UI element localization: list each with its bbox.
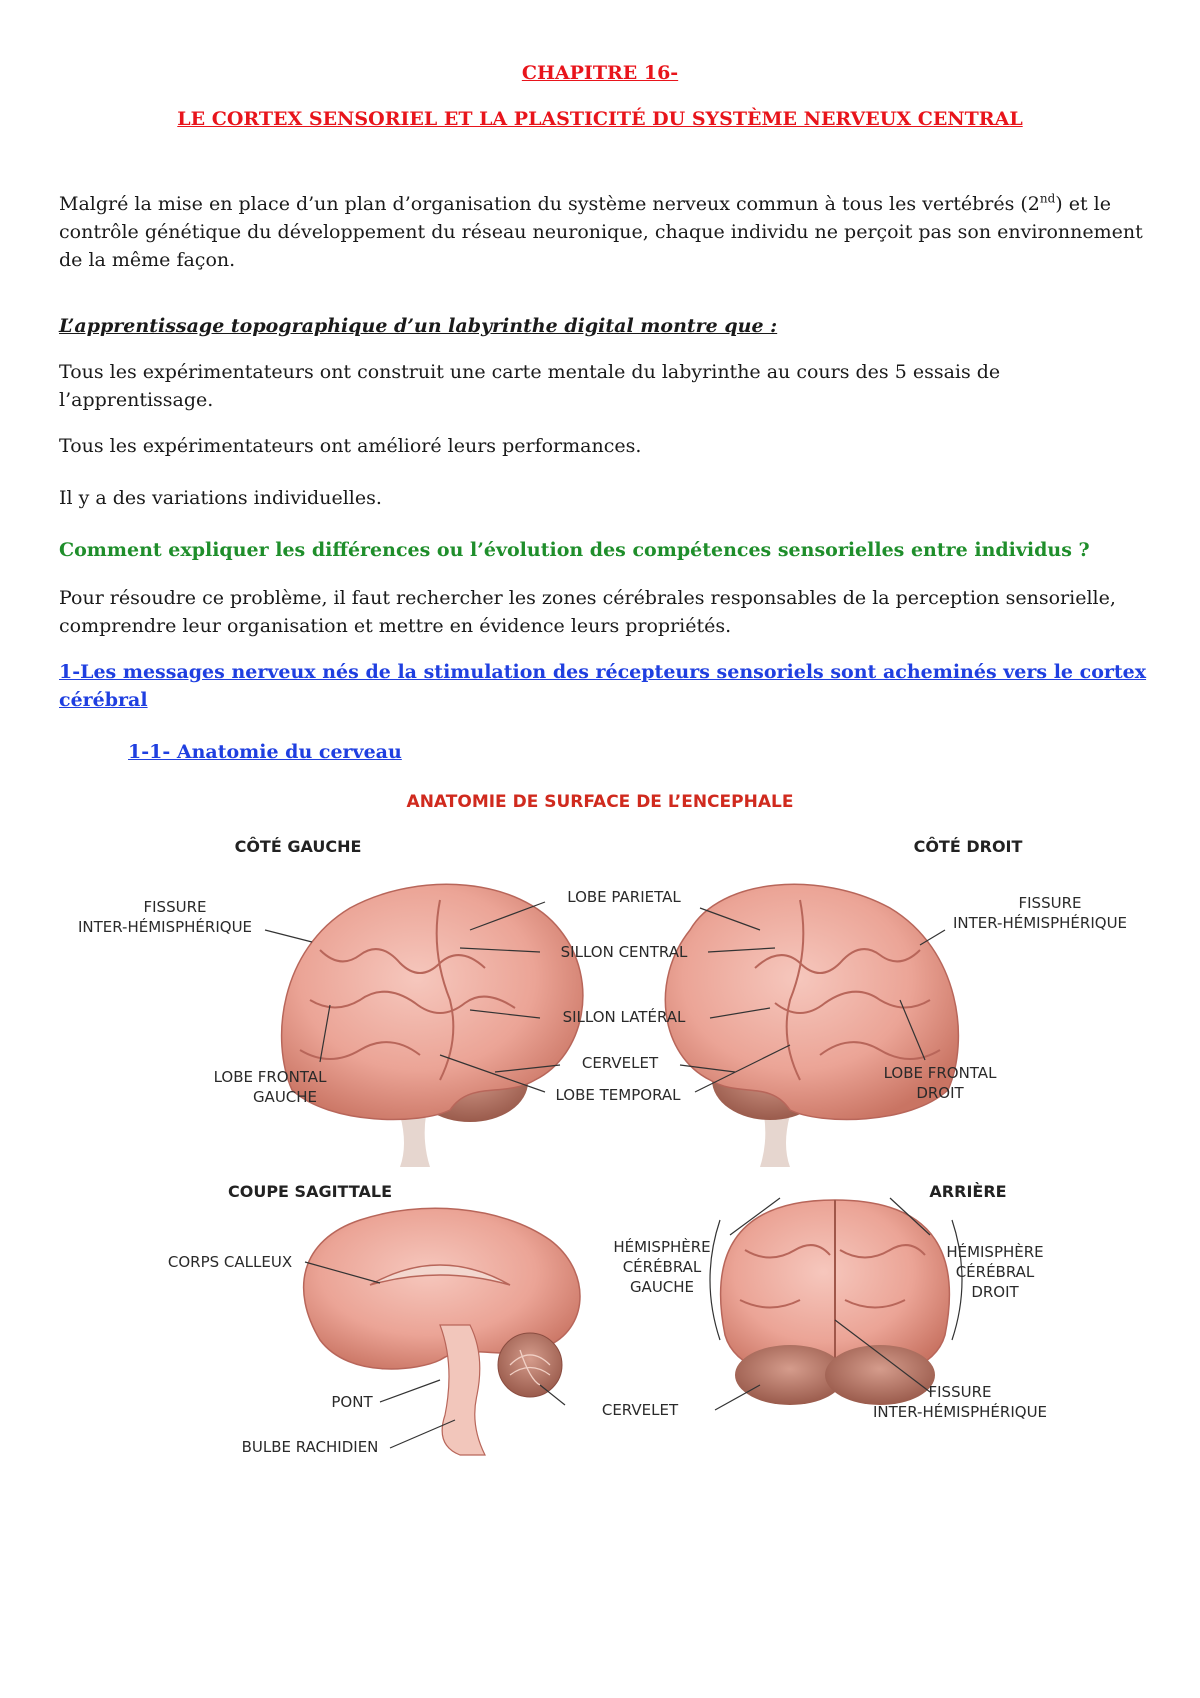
finding-1: Tous les expérimentateurs ont construit une carte mentale du labyrinthe au cours des 5 essais de l’apprentissage. <box>59 361 1001 411</box>
label-hemisphere-gauche-1: HÉMISPHÈRE <box>613 1238 711 1256</box>
intro-text-end: ) et le contrôle génétique du développement du réseau neuronique, chaque individu ne perçoit pas son environnement de la même façon. <box>59 193 1143 271</box>
lead-sentence: L’apprentissage topographique d’un labyrinthe digital montre que : <box>59 315 778 337</box>
panel-back-title: ARRIÈRE <box>929 1182 1007 1201</box>
label-lobe-frontal-gauche-2: GAUCHE <box>252 1088 318 1106</box>
label-bulbe-rachidien: BULBE RACHIDIEN <box>241 1438 379 1456</box>
label-sillon-lateral: SILLON LATÉRAL <box>562 1008 686 1026</box>
brain-back-illustration <box>721 1200 950 1405</box>
section-1-1-heading: 1-1- Anatomie du cerveau <box>128 741 402 763</box>
label-fissure-right-1: FISSURE <box>1018 894 1082 912</box>
label-lobe-temporal: LOBE TEMPORAL <box>555 1086 681 1104</box>
brain-anatomy-figure <box>0 780 1200 1480</box>
figure-title: ANATOMIE DE SURFACE DE L’ENCEPHALE <box>406 792 794 812</box>
intro-superscript: nd <box>1039 191 1056 206</box>
label-fissure-right-2: INTER-HÉMISPHÉRIQUE <box>952 914 1128 932</box>
panel-sagittal-title: COUPE SAGITTALE <box>227 1182 393 1201</box>
label-lobe-frontal-droit-2: DROIT <box>916 1084 964 1102</box>
brain-sagittal-illustration <box>304 1208 580 1455</box>
finding-3: Il y a des variations individuelles. <box>59 487 382 509</box>
label-lobe-frontal-droit-1: LOBE FRONTAL <box>883 1064 997 1082</box>
label-lobe-frontal-gauche-1: LOBE FRONTAL <box>213 1068 327 1086</box>
label-fissure-left-2: INTER-HÉMISPHÉRIQUE <box>77 918 253 936</box>
label-fissure-left-1: FISSURE <box>143 898 207 916</box>
label-hemisphere-gauche-2: CÉRÉBRAL <box>622 1258 702 1276</box>
label-fissure-back-1: FISSURE <box>928 1383 992 1401</box>
chapter-title: LE CORTEX SENSORIEL ET LA PLASTICITÉ DU SYSTÈME NERVEUX CENTRAL <box>177 108 1023 130</box>
label-cervelet: CERVELET <box>581 1054 659 1072</box>
panel-right-title: CÔTÉ DROIT <box>913 837 1023 856</box>
intro-paragraph <box>59 190 1149 274</box>
approach-paragraph: Pour résoudre ce problème, il faut rechercher les zones cérébrales responsables de la perception sensorielle, comprendre leur organisation et mettre en évidence leurs propriétés. <box>59 587 1116 637</box>
label-hemisphere-droit-1: HÉMISPHÈRE <box>946 1243 1044 1261</box>
section-1-heading: 1-Les messages nerveux nés de la stimulation des récepteurs sensoriels sont acheminés vers le cortex cérébral <box>59 661 1147 711</box>
panel-left-title: CÔTÉ GAUCHE <box>234 837 362 856</box>
finding-2: Tous les expérimentateurs ont amélioré leurs performances. <box>59 435 642 457</box>
label-sillon-central: SILLON CENTRAL <box>560 943 688 961</box>
label-lobe-parietal: LOBE PARIETAL <box>567 888 681 906</box>
label-cervelet-back: CERVELET <box>601 1401 679 1419</box>
label-hemisphere-gauche-3: GAUCHE <box>629 1278 695 1296</box>
label-hemisphere-droit-3: DROIT <box>971 1283 1019 1301</box>
intro-text-start: Malgré la mise en place d’un plan d’organisation du système nerveux commun à tous les vertébrés (2 <box>59 193 1040 215</box>
brain-right-side-illustration <box>665 884 958 1167</box>
label-fissure-back-2: INTER-HÉMISPHÉRIQUE <box>872 1403 1048 1421</box>
chapter-number: CHAPITRE 16- <box>521 62 679 84</box>
label-pont: PONT <box>331 1393 373 1411</box>
problem-question: Comment expliquer les différences ou l’évolution des compétences sensorielles entre individus ? <box>59 539 1090 561</box>
label-hemisphere-droit-2: CÉRÉBRAL <box>955 1263 1035 1281</box>
label-corps-calleux: CORPS CALLEUX <box>167 1253 293 1271</box>
